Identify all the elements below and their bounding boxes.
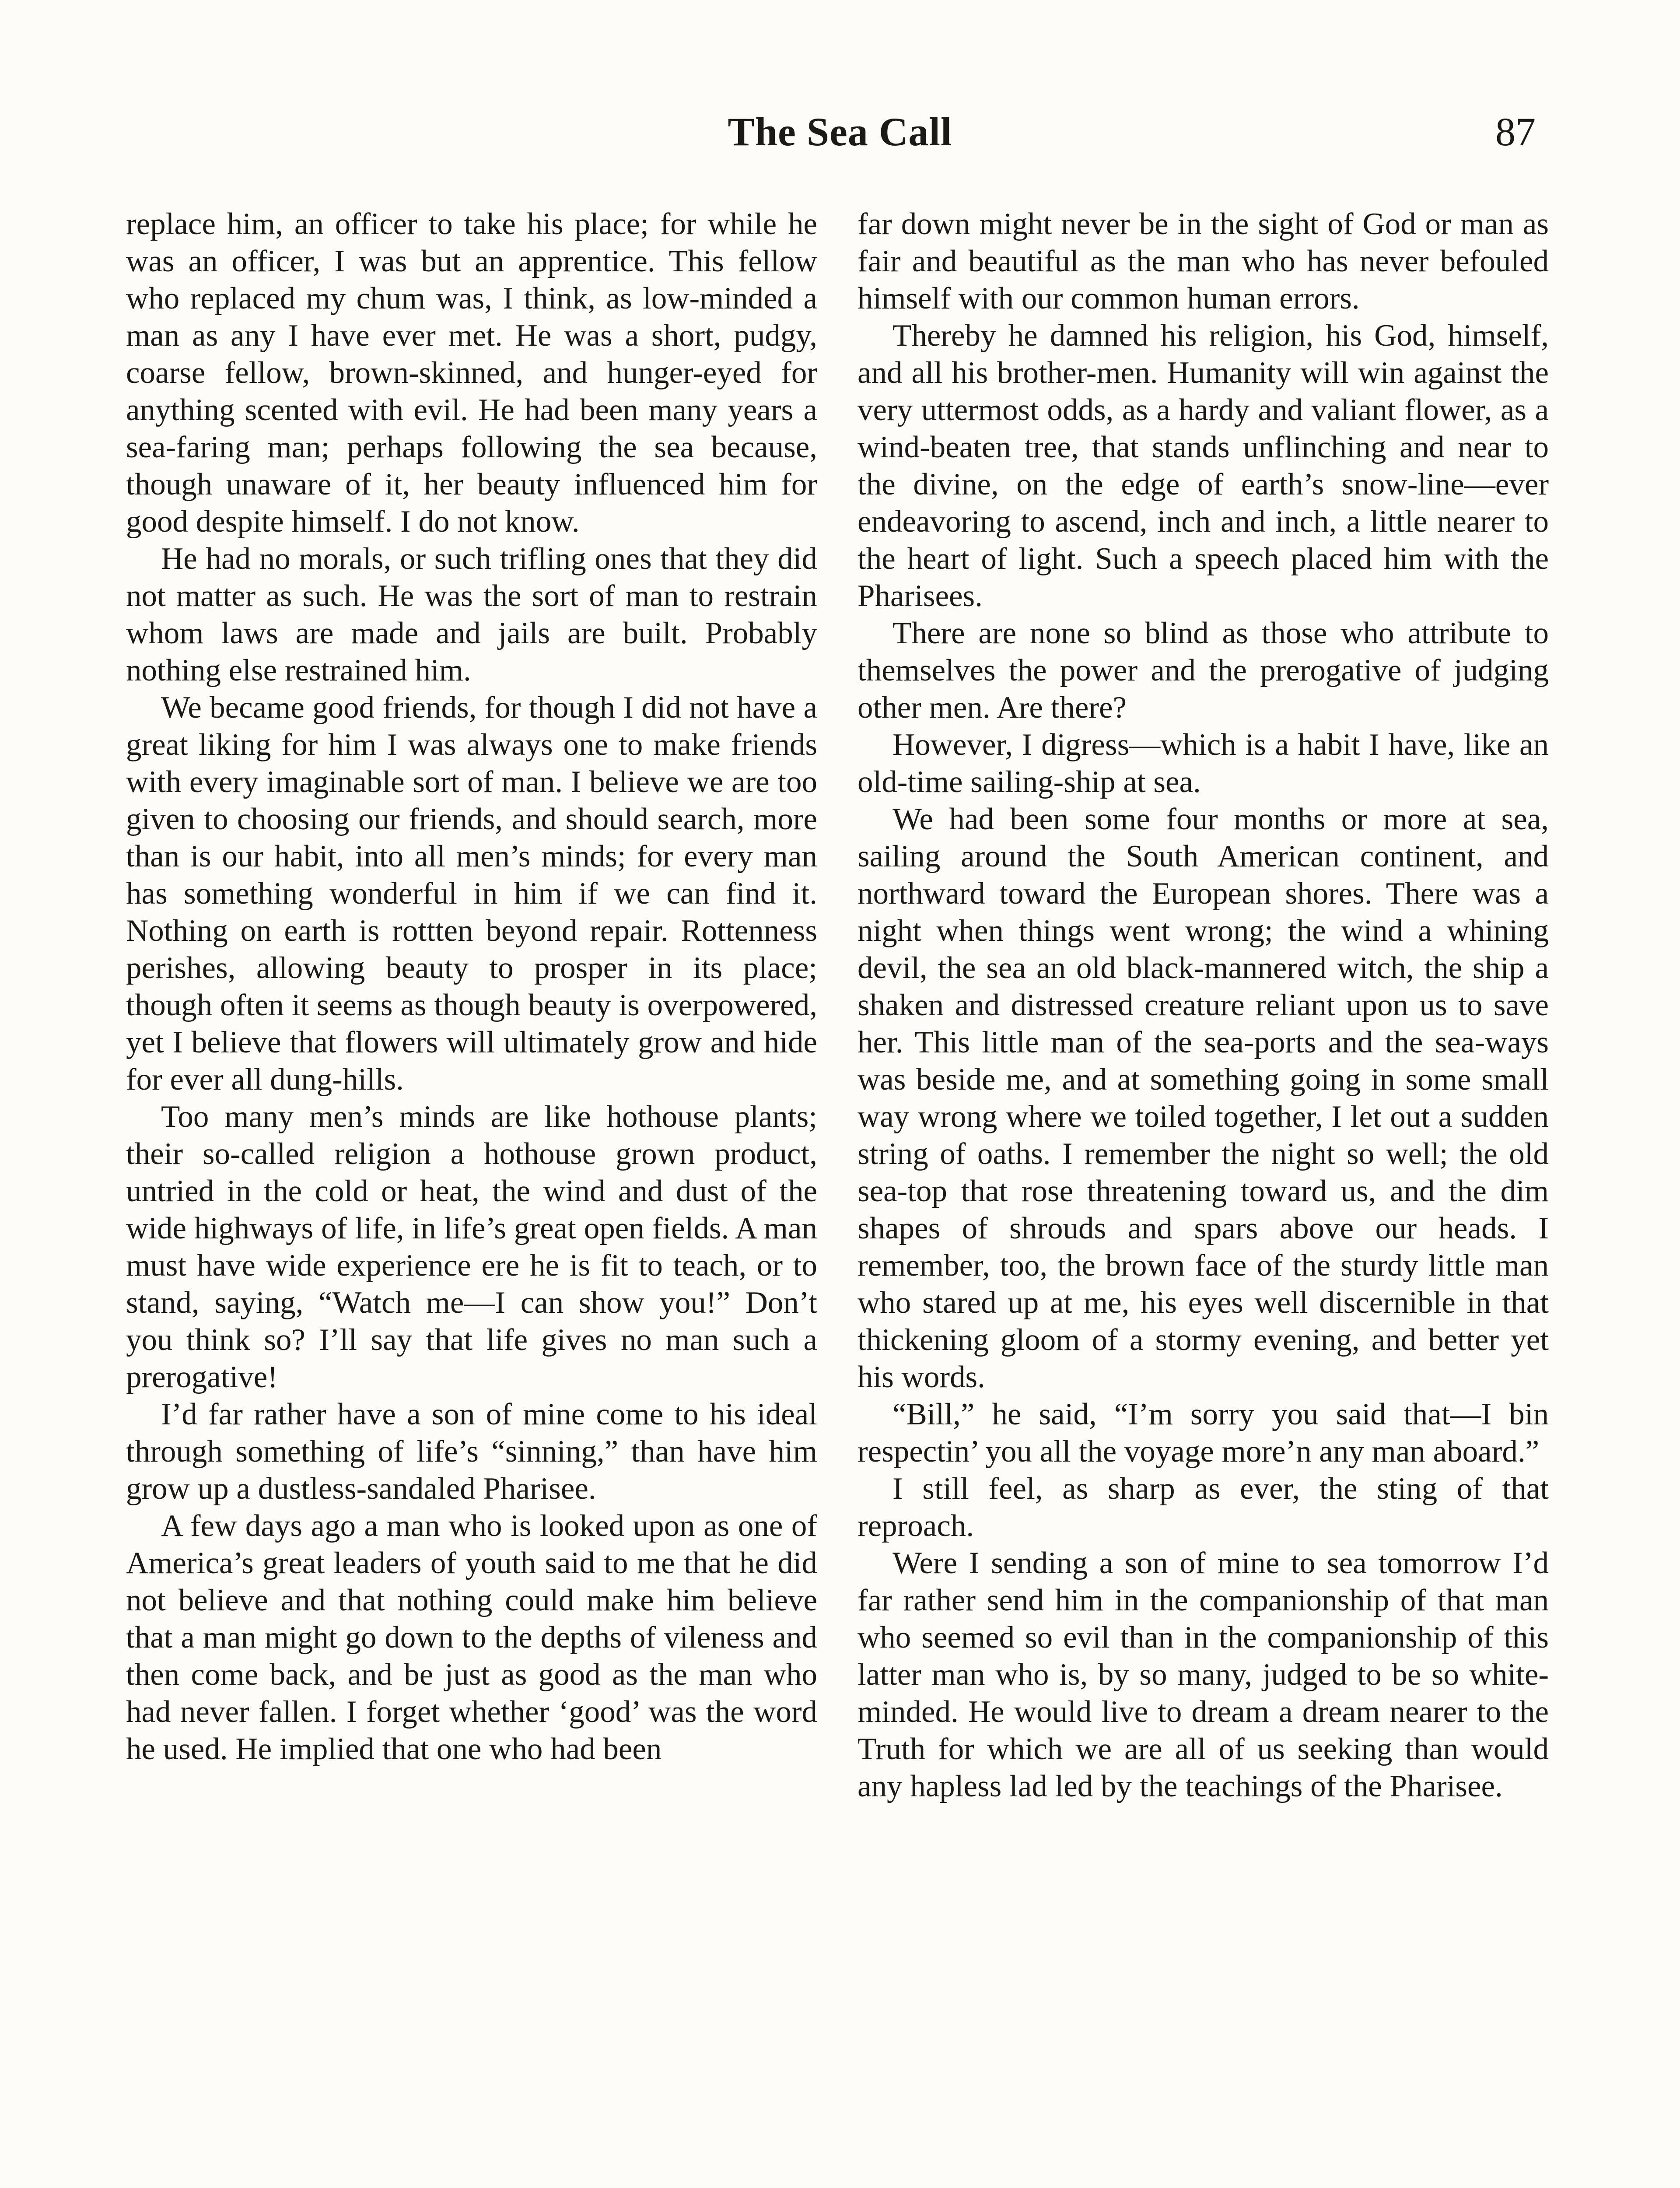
paragraph: Too many men’s minds are like hothouse plants; their so-called religion a hothouse grown product, untried in the cold or heat, the wind and dust of the wide highways of life, in life’s great open fields. A man must have wide experience ere he is fit to teach, or to stand, saying, “Watch me—I can show you!” Don’t you think so? I’ll say that life gives no man such a prerogative! xyxy=(126,1100,817,1394)
paragraph: We became good friends, for though I did not have a great liking for him I was always one to make friends with every imaginable sort of man. I believe we are too given to choosing our friends, and should search, more than is our habit, into all men’s minds; for every man has something wonderful in him if we can find it. Nothing on earth is rottten beyond repair. Rottenness perishes, allowing beauty to prosper in its place; though often it seems as though beauty is overpowered, yet I believe that flowers will ultimately grow and hide for ever all dung-hills. xyxy=(126,691,817,1097)
paragraph: We had been some four months or more at sea, sailing around the South American continent, and northward toward the European shores. There was a night when things went wrong; the wind a whining devil, the sea an old black-mannered witch, the ship a shaken and distressed creature reliant upon us to save her. This little man of the sea-ports and the sea-ways was beside me, and at something going in some small way wrong where we toiled together, I let out a sudden string of oaths. I remember the night so well; the old sea-top that rose threatening toward us, and the dim shapes of shrouds and spars above our heads. I remember, too, the brown face of the sturdy little man who stared up at me, his eyes well discernible in that thickening gloom of a stormy evening, and better yet his words. xyxy=(858,802,1549,1394)
running-title: The Sea Call xyxy=(728,109,952,154)
right-column xyxy=(858,206,1549,1805)
paragraph: There are none so blind as those who attribute to themselves the power and the prerogative of judging other men. Are there? xyxy=(858,616,1549,725)
paragraph: However, I digress—which is a habit I have, like an old-time sailing-ship at sea. xyxy=(858,728,1549,799)
paragraph: Thereby he damned his religion, his God, himself, and all his brother-men. Humanity will win against the very uttermost odds, as a hardy and valiant flower, as a wind-beaten tree, that stands unflinching and near to the divine, on the edge of earth’s snow-line—ever endeavoring to ascend, inch and inch, a little nearer to the heart of light. Such a speech placed him with the Pharisees. xyxy=(858,319,1549,613)
paragraph: “Bill,” he said, “I’m sorry you said that—I bin respectin’ you all the voyage more’n any man aboard.” xyxy=(858,1397,1549,1469)
paragraph: far down might never be in the sight of God or man as fair and beautiful as the man who has never befouled himself with our common human errors. xyxy=(858,207,1549,316)
paragraph: replace him, an officer to take his place; for while he was an officer, I was but an apprentice. This fellow who replaced my chum was, I think, as low-minded a man as any I have ever met. He was a short, pudgy, coarse fellow, brown-skinned, and hunger-eyed for anything scented with evil. He had been many years a sea-faring man; perhaps following the sea because, though unaware of it, her beauty influenced him for good despite himself. I do not know. xyxy=(126,207,817,539)
paragraph: Were I sending a son of mine to sea tomorrow I’d far rather send him in the companionship of that man who seemed so evil than in the companionship of this latter man who is, by so many, judged to be so white-minded. He would live to dream a dream nearer to the Truth for which we are all of us seeking than would any hapless lad led by the teachings of the Pharisee. xyxy=(858,1546,1549,1803)
left-column xyxy=(126,206,817,1768)
paragraph: He had no morals, or such trifling ones that they did not matter as such. He was the sort of man to restrain whom laws are made and jails are built. Probably nothing else restrained him. xyxy=(126,542,817,687)
paragraph: I still feel, as sharp as ever, the sting of that reproach. xyxy=(858,1472,1549,1543)
paragraph: A few days ago a man who is looked upon as one of America’s great leaders of youth said to me that he did not believe and that nothing could make him believe that a man might go down to the depths of vileness and then come back, and be just as good as the man who had never fallen. I forget whether ‘good’ was the word he used. He implied that one who had been xyxy=(126,1509,817,1766)
paragraph: I’d far rather have a son of mine come to his ideal through something of life’s “sinning,” than have him grow up a dustless-sandaled Pharisee. xyxy=(126,1397,817,1506)
page-number: 87 xyxy=(1495,109,1536,154)
